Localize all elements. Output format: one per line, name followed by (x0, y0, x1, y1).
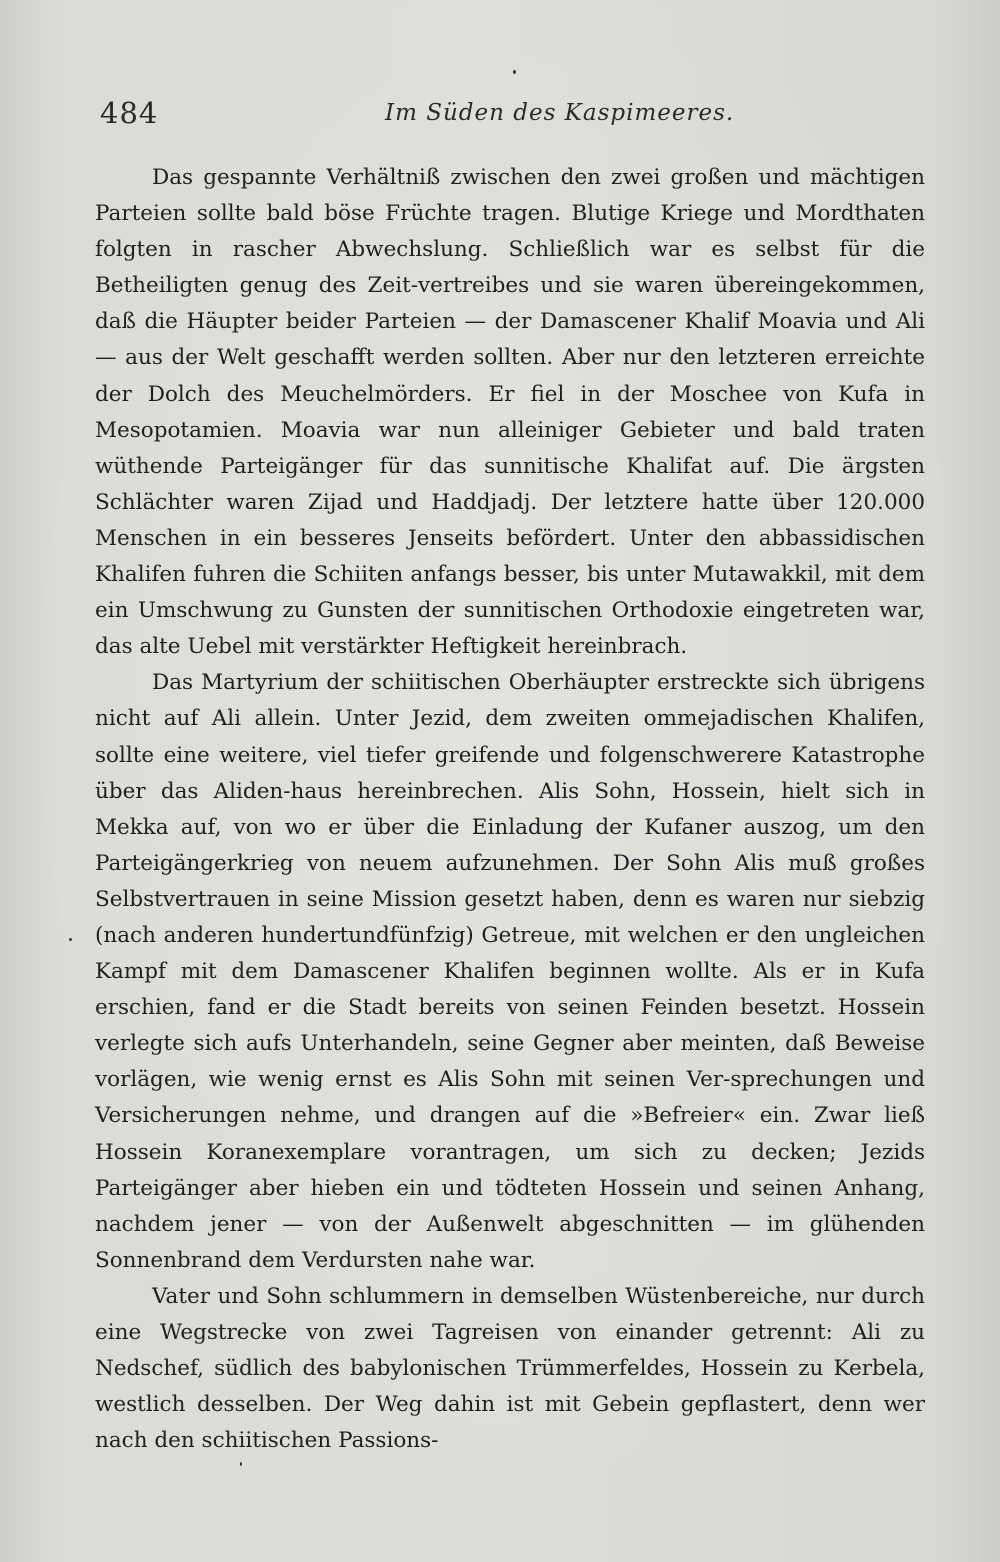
print-speck (69, 938, 72, 941)
paragraph-3: Vater und Sohn schlummern in demselben Wüstenbereiche, nur durch eine Wegstrecke von zwei Tagreisen von einander getrennt: Ali zu Nedschef, südlich des babylonischen Trümmerfeldes, Hossein zu Kerbela, westlich desselben. Der Weg dahin ist mit Gebein gepflastert, denn wer nach den schiitischen Passions- (95, 1283, 925, 1454)
print-speck (240, 1462, 242, 1466)
body-text (95, 160, 925, 1459)
running-title: Im Süden des Kaspimeeres. (385, 100, 735, 126)
print-speck (513, 70, 516, 74)
page-number: 484 (100, 96, 159, 130)
paragraph-1: Das gespannte Verhältniß zwischen den zwei großen und mächtigen Parteien sollte bald böse Früchte tragen. Blutige Kriege und Mordthaten folgten in rascher Abwechslung. Schließlich war es selbst für die Betheiligten genug des Zeit-vertreibes und sie waren übereingekommen, daß die Häupter beider Parteien — der Damascener Khalif Moavia und Ali — aus der Welt geschafft werden sollten. Aber nur den letzteren erreichte der Dolch des Meuchelmörders. Er fiel in der Moschee von Kufa in Mesopotamien. Moavia war nun alleiniger Gebieter und bald traten wüthende Parteigänger für das sunnitische Khalifat auf. Die ärgsten Schlächter waren Zijad und Haddjadj. Der letztere hatte über 120.000 Menschen in ein besseres Jenseits befördert. Unter den abbassidischen Khalifen fuhren die Schiiten anfangs besser, bis unter Mutawakkil, mit dem ein Umschwung zu Gunsten der sunnitischen Orthodoxie eingetreten war, das alte Uebel mit verstärkter Heftigkeit hereinbrach. (95, 165, 925, 660)
page-header (95, 96, 925, 136)
paragraph-2: Das Martyrium der schiitischen Oberhäupter erstreckte sich übrigens nicht auf Ali allein. Unter Jezid, dem zweiten ommejadischen Khalifen, sollte eine weitere, viel tiefer greifende und folgenschwerere Katastrophe über das Aliden-haus hereinbrechen. Alis Sohn, Hossein, hielt sich in Mekka auf, von wo er über die Einladung der Kufaner auszog, um den Parteigängerkrieg von neuem aufzunehmen. Der Sohn Alis muß großes Selbstvertrauen in seine Mission gesetzt haben, denn es waren nur siebzig (nach anderen hundertundfünfzig) Getreue, mit welchen er den ungleichen Kampf mit dem Damascener Khalifen beginnen wollte. Als er in Kufa erschien, fand er die Stadt bereits von seinen Feinden besetzt. Hossein verlegte sich aufs Unterhandeln, seine Gegner aber meinten, daß Beweise vorlägen, wie wenig ernst es Alis Sohn mit seinen Ver-sprechungen und Versicherungen nehme, und drangen auf die »Befreier« ein. Zwar ließ Hossein Koranexemplare vorantragen, um sich zu decken; Jezids Parteigänger aber hieben ein und tödteten Hossein und seinen Anhang, nachdem jener — von der Außenwelt abgeschnitten — im glühenden Sonnenbrand dem Verdursten nahe war. (95, 670, 925, 1273)
